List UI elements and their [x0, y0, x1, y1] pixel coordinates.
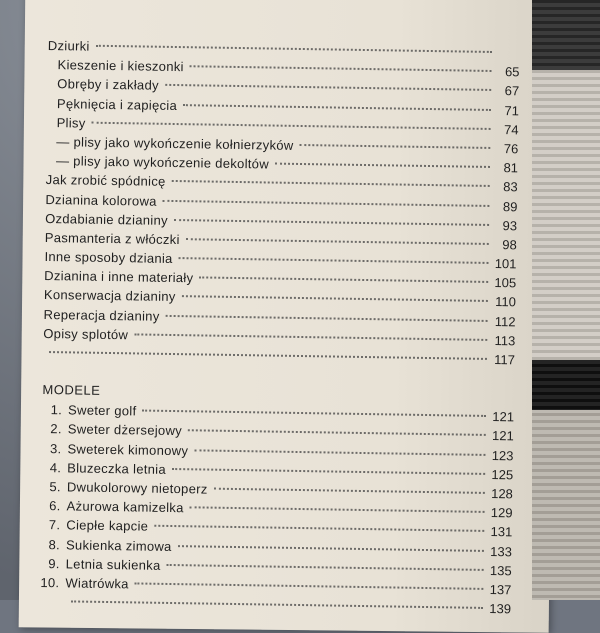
toc-models [39, 400, 514, 618]
toc-entry-title [45, 228, 180, 249]
toc-entry-page: 125 [491, 465, 513, 485]
toc-entry-page: 131 [490, 522, 512, 542]
toc-entry-page: 113 [493, 331, 515, 351]
leader-dots [188, 430, 486, 437]
leader-dots [183, 104, 491, 111]
toc-entry-title [56, 113, 85, 133]
leader-dots [71, 600, 483, 608]
toc-entry-text: Jak zrobić spódnicę [46, 172, 166, 189]
toc-entry-text: Dzianina kolorowa [45, 191, 157, 208]
toc-entry-text: Dzianina i inne materiały [44, 268, 193, 285]
toc-entry-title [57, 55, 184, 76]
toc-entry-page: 129 [490, 503, 512, 523]
toc-entry-title [44, 285, 176, 306]
section-title: MODELE [42, 380, 514, 407]
toc-entry-page: 133 [490, 542, 512, 562]
toc-entry-text: Sukienka zimowa [66, 537, 172, 554]
toc-entry-page: 93 [495, 216, 517, 236]
toc-entry-page: 128 [491, 484, 513, 504]
toc-entry-text: Obręby i zakłady [57, 77, 159, 94]
toc-entry-page: 71 [497, 101, 519, 121]
toc-entry-text: Sweter golf [68, 403, 137, 419]
toc-entry-page: 110 [494, 292, 516, 312]
toc-entry-title [45, 189, 157, 210]
toc-entry-number: 9. [40, 554, 60, 574]
toc-entry-text: — plisy jako wykończenie dekoltów [56, 153, 269, 171]
toc-entry-page: 135 [490, 561, 512, 581]
toc-entry-text: Letnia sukienka [66, 556, 161, 572]
leader-dots [214, 488, 485, 494]
toc-entry-title [39, 592, 65, 612]
toc-entry-number: 4. [41, 458, 61, 478]
toc-entry-number: 5. [41, 477, 61, 497]
toc-entry-text: Wiatrówka [65, 575, 129, 591]
toc-entry-page: 101 [494, 254, 516, 274]
toc-entry-text: Konserwacja dzianiny [44, 287, 176, 304]
table-of-contents [39, 36, 520, 619]
leader-dots [172, 468, 485, 475]
toc-entry-number: 8. [40, 534, 60, 554]
toc-entry-page: 112 [493, 312, 515, 332]
toc-entry-page: 81 [496, 158, 518, 178]
toc-entry-title [57, 75, 159, 96]
toc-entry-text: Sweterek kimonowy [67, 441, 188, 458]
leader-dots [172, 180, 490, 187]
leader-dots [300, 144, 491, 149]
toc-entry-page: 89 [495, 197, 517, 217]
toc-items [43, 36, 520, 370]
leader-dots [167, 564, 484, 571]
leader-dots [49, 351, 487, 360]
toc-entry-number: 10. [39, 573, 59, 593]
leader-dots [190, 506, 485, 513]
leader-dots [166, 315, 488, 322]
toc-entry-number: 7. [40, 515, 60, 535]
toc-entry-title [41, 477, 208, 499]
toc-entry-title [43, 305, 159, 326]
leader-dots [190, 65, 492, 72]
toc-entry-page: 76 [496, 139, 518, 159]
toc-entry-page: 105 [494, 273, 516, 293]
leader-dots [92, 121, 491, 129]
leader-dots [154, 525, 484, 532]
toc-entry-text: Ciepłe kapcie [66, 518, 148, 534]
toc-entry-title [42, 400, 137, 421]
toc-entry-text: Sweter dżersejowy [68, 422, 182, 439]
toc-entry-title [46, 170, 166, 191]
leader-dots [179, 257, 489, 264]
toc-entry-text: Pęknięcia i zapięcia [57, 96, 177, 113]
leader-dots [178, 545, 484, 552]
leader-dots [134, 333, 487, 341]
toc-entry-title [44, 247, 172, 268]
toc-entry-text: Kieszenie i kieszonki [57, 57, 183, 74]
toc-entry-number: 1. [42, 400, 62, 420]
toc-entry-number: 6. [40, 496, 60, 516]
toc-entry-page: 67 [497, 81, 519, 101]
toc-entry-text: Ozdabianie dzianiny [45, 211, 168, 228]
toc-entry-text: Reperacja dzianiny [44, 307, 160, 324]
toc-entry-text: Ażurowa kamizelka [67, 498, 184, 515]
toc-entry-page: 139 [489, 599, 511, 619]
leader-dots [165, 84, 491, 91]
toc-entry-page: 121 [492, 426, 514, 446]
toc-entry-page: 137 [489, 580, 511, 600]
toc-entry-title [39, 573, 129, 594]
toc-entry-page: 65 [497, 62, 519, 82]
toc-entry-page: 117 [493, 350, 515, 370]
toc-entry-title [41, 458, 166, 479]
toc-entry-title [44, 266, 193, 288]
toc-entry-text: Opisy splotów [43, 326, 128, 342]
toc-entry-page: 98 [495, 235, 517, 255]
toc-entry-page: 123 [491, 446, 513, 466]
leader-dots [174, 219, 489, 226]
toc-entry-number: 3. [41, 439, 61, 459]
toc-entry-text: Inne sposoby dziania [44, 249, 172, 266]
leader-dots [142, 410, 486, 417]
toc-entry-text: Plisy [57, 115, 86, 130]
toc-entry-page: 74 [496, 120, 518, 140]
toc-entry-text: — plisy jako wykończenie kołnierzyków [56, 134, 293, 153]
toc-entry-title [57, 94, 177, 115]
leader-dots [96, 45, 492, 53]
leader-dots [194, 449, 485, 456]
toc-entry-title [40, 496, 183, 517]
toc-entry-text: Dwukolorowy nietoperz [67, 479, 208, 496]
toc-entry-text: Pasmanteria z włóczki [45, 230, 180, 247]
toc-entry-page: 121 [492, 407, 514, 427]
leader-dots [199, 277, 488, 284]
toc-entry-number: 2. [42, 419, 62, 439]
toc-entry-page: 83 [496, 177, 518, 197]
leader-dots [182, 296, 488, 303]
toc-entry-title [43, 324, 128, 345]
leader-dots [275, 163, 490, 168]
toc-entry-title [40, 515, 148, 536]
knitwear-photo [532, 0, 600, 600]
toc-entry-title [41, 439, 188, 461]
leader-dots [186, 238, 489, 245]
toc-entry-text: Bluzeczka letnia [67, 460, 166, 477]
toc-entry-text: Dziurki [48, 38, 90, 54]
toc-entry-title [40, 534, 172, 555]
toc-entry-title [45, 209, 168, 230]
leader-dots [163, 199, 490, 206]
toc-entry-title [48, 36, 90, 56]
toc-entry-title [42, 419, 182, 440]
toc-entry-title [40, 554, 161, 575]
leader-dots [135, 582, 484, 589]
